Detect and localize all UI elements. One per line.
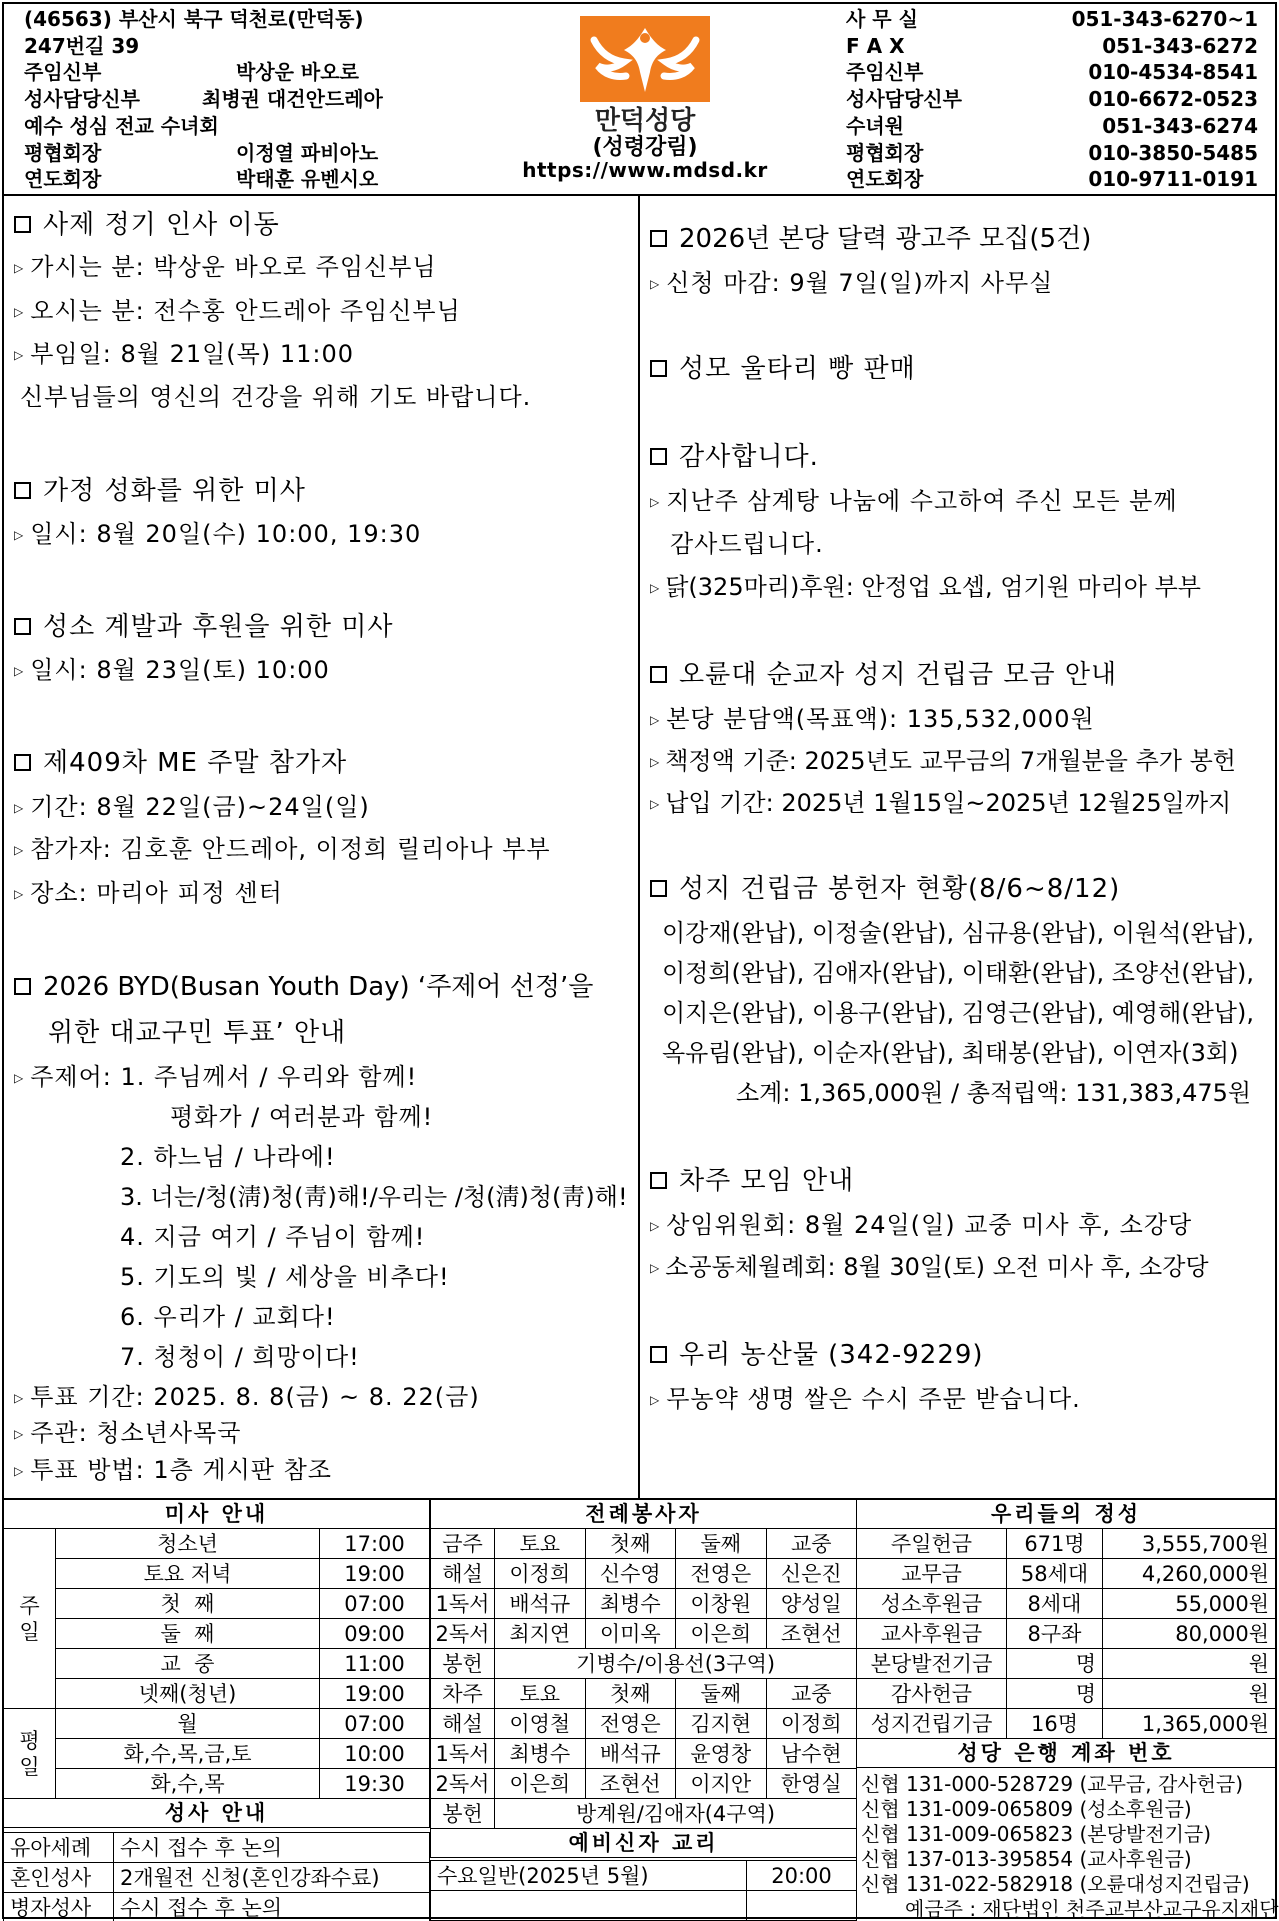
mass-name: 월 [56,1709,320,1739]
bulletin-page [2,2,1277,1919]
address-line-2: 247번길 39 [24,33,140,58]
offering-amount: 원 [1103,1679,1276,1709]
notice-line: ▷ 닭(325마리)후원: 안정업 요셉, 엄기원 마리아 부부 [650,573,1201,601]
bottom-info-tables [4,1498,1279,1921]
notice-line: ▷ 본당 분담액(목표액): 135,532,000원 [650,705,1095,733]
offering-count: 58세대 [1007,1559,1103,1589]
server-name: 신은진 [766,1559,857,1589]
sacrament-desc: 2개월전 신청(혼인강좌수료) [114,1863,430,1893]
server-name: 최병수 [585,1589,676,1619]
notice-line: ▷ 소공동체월례회: 8월 30일(토) 오전 미사 후, 소강당 [650,1253,1209,1281]
section-heading: 차주 모임 안내 [650,1166,854,1196]
servers-head: 토요 [495,1679,586,1709]
mass-name: 첫 째 [56,1589,320,1619]
servers-head: 첫째 [585,1679,676,1709]
prayer-president-line: 연도회장 박태훈 유벤시오 [24,167,379,192]
mass-time: 11:00 [320,1649,430,1679]
sisters-line: 예수 성심 전교 수녀회 [24,113,219,138]
offering-name: 교사후원금 [857,1619,1007,1649]
catechumen-table [430,1860,857,1921]
mass-time: 07:00 [320,1589,430,1619]
church-website-link[interactable]: https://www.mdsd.kr [522,158,768,182]
servers-head: 첫째 [585,1529,676,1559]
server-name: 이미옥 [585,1619,676,1649]
server-name: 조현선 [766,1619,857,1649]
section-heading: 사제 정기 인사 이동 [14,210,280,240]
notice-line: ▷ 일시: 8월 23일(토) 10:00 [14,656,330,684]
offertory-names: 기병수/이용선(3구역) [495,1649,857,1679]
mass-time: 17:00 [320,1529,430,1559]
bank-accounts [856,1768,1279,1921]
section-heading: 오륜대 순교자 성지 건립금 모금 안내 [650,660,1117,690]
server-name: 이은희 [495,1769,586,1799]
server-name: 이창원 [676,1589,767,1619]
notice-line: ▷ 신청 마감: 9월 7일(일)까지 사무실 [650,269,1054,297]
notice-line: ▷ 오시는 분: 전수홍 안드레아 주임신부님 [14,297,461,325]
mass-time: 19:00 [320,1559,430,1589]
section-heading-cont: 위한 대교구민 투표’ 안내 [48,1018,347,1048]
offering-count: 8세대 [1007,1589,1103,1619]
notice-line: ▷ 납입 기간: 2025년 1월15일~2025년 12월25일까지 [650,789,1232,817]
server-name: 이영철 [495,1709,586,1739]
notice-line: 평화가 / 여러분과 함께! [170,1103,434,1131]
server-role: 해설 [431,1559,495,1589]
mass-title: 미사 안내 [4,1500,430,1529]
notice-line: 6. 우리가 / 교회다! [120,1303,336,1331]
server-name: 김지현 [676,1709,767,1739]
server-role: 봉헌 [431,1799,495,1829]
notice-line: ▷ 무농약 생명 쌀은 수시 주문 받습니다. [650,1385,1081,1413]
section-heading: 감사합니다. [650,442,819,472]
account-holder: 예금주 : 재단법인 천주교부산교구유지재단 [905,1897,1279,1921]
offering-name: 성소후원금 [857,1589,1007,1619]
donor-line: 이강재(완납), 이정술(완납), 심규용(완납), 이원석(완납), [662,919,1254,947]
offering-name: 감사헌금 [857,1679,1007,1709]
offertory-names: 방계원/김애자(4구역) [495,1799,857,1829]
section-heading: 성모 울타리 빵 판매 [650,354,916,384]
mass-time: 19:30 [320,1769,430,1799]
catechumen-title: 예비신자 교리 [431,1829,857,1858]
offering-amount: 4,260,000원 [1103,1559,1276,1589]
mass-name: 토요 저녁 [56,1559,320,1589]
notice-line: ▷ 지난주 삼계탕 나눔에 수고하여 주신 모든 분께 [650,487,1178,515]
sacrament-table [3,1832,430,1921]
section-heading: 제409차 ME 주말 참가자 [14,748,347,778]
council-president-line: 평협회장 이정열 파비아노 [24,140,379,165]
church-logo-icon [580,16,710,102]
servers-head: 토요 [495,1529,586,1559]
mass-schedule-table [3,1499,430,1828]
server-name: 전영은 [585,1709,676,1739]
right-notice-column [640,196,1275,1498]
notice-line: 5. 기도의 빛 / 세상을 비추다! [120,1263,450,1291]
servers-head: 둘째 [676,1679,767,1709]
catechumen-class: 수요일반(2025년 5월) [431,1861,747,1891]
section-heading: 성지 건립금 봉헌자 현황(8/6~8/12) [650,874,1120,904]
sacrament-name: 혼인성사 [4,1863,114,1893]
church-name: 만덕성당 [594,106,696,136]
server-name: 윤영창 [676,1739,767,1769]
notice-line: ▷ 일시: 8월 20일(수) 10:00, 19:30 [14,520,422,548]
confessor-line: 성사담당신부 최병권 대건안드레아 [24,87,383,112]
mass-name: 교 중 [56,1649,320,1679]
bank-account-line: 신협 131-009-065809 (성소후원금) [861,1797,1192,1821]
server-name: 이정희 [495,1559,586,1589]
donor-line: 이지은(완납), 이용구(완납), 김영근(완납), 예영해(완납), [662,999,1254,1027]
section-heading: 우리 농산물 (342-9229) [650,1340,984,1370]
notice-line: 신부님들의 영신의 건강을 위해 기도 바랍니다. [20,383,532,411]
server-role: 2독서 [431,1769,495,1799]
bank-account-line: 신협 131-000-528729 (교무금, 감사헌금) [861,1772,1244,1796]
notice-line: 7. 청청이 / 희망이다! [120,1343,360,1371]
notice-line: ▷ 책정액 기준: 2025년도 교무금의 7개월분을 추가 봉헌 [650,747,1236,775]
liturgical-servers-table [430,1499,857,1858]
server-name: 전영은 [676,1559,767,1589]
offering-amount: 80,000원 [1103,1619,1276,1649]
server-name: 남수현 [766,1739,857,1769]
bank-account-line: 신협 131-022-582918 (오륜대성지건립금) [861,1872,1250,1896]
mass-name: 넷째(청년) [56,1679,320,1709]
church-subtitle: (성령강림) [592,135,698,160]
server-role: 2독서 [431,1619,495,1649]
servers-head: 차주 [431,1679,495,1709]
server-name: 양성일 [766,1589,857,1619]
servers-head: 둘째 [676,1529,767,1559]
notice-line: 2. 하느님 / 나라에! [120,1143,336,1171]
offering-count: 671명 [1007,1529,1103,1559]
sacrament-title: 성사 안내 [4,1799,430,1828]
offering-amount: 원 [1103,1649,1276,1679]
notice-line: ▷ 투표 방법: 1층 게시판 참조 [14,1456,332,1484]
mass-time: 10:00 [320,1739,430,1769]
offering-count: 명 [1007,1679,1103,1709]
server-name: 조현선 [585,1769,676,1799]
servers-head: 금주 [431,1529,495,1559]
offerings-table [856,1499,1276,1768]
sacrament-desc: 수시 접수 후 논의 [114,1833,430,1863]
servers-head: 교중 [766,1529,857,1559]
mass-name: 둘 째 [56,1619,320,1649]
mass-time: 07:00 [320,1709,430,1739]
section-heading: 2026년 본당 달력 광고주 모집(5건) [650,224,1091,254]
offering-amount: 55,000원 [1103,1589,1276,1619]
bank-account-line: 신협 137-013-395854 (교사후원금) [861,1847,1192,1871]
offering-amount: 1,365,000원 [1103,1709,1276,1739]
server-name: 이은희 [676,1619,767,1649]
notice-line: ▷ 장소: 마리아 피정 센터 [14,879,283,907]
section-heading: 2026 BYD(Busan Youth Day) ‘주제어 선정’을 [14,972,593,1002]
server-role: 해설 [431,1709,495,1739]
server-role: 1독서 [431,1739,495,1769]
offering-name: 교무금 [857,1559,1007,1589]
server-name: 최지연 [495,1619,586,1649]
server-role: 봉헌 [431,1649,495,1679]
notice-line: ▷ 상임위원회: 8월 24일(일) 교중 미사 후, 소강당 [650,1211,1193,1239]
donor-total: 소계: 1,365,000원 / 총적립액: 131,383,475원 [736,1079,1252,1107]
mass-name: 화,수,목,금,토 [56,1739,320,1769]
offering-name: 주일헌금 [857,1529,1007,1559]
offering-count: 8구좌 [1007,1619,1103,1649]
left-notice-column [4,196,640,1498]
notice-line: ▷ 주관: 청소년사목국 [14,1419,242,1447]
donor-line: 이정희(완납), 김애자(완납), 이태환(완납), 조양선(완납), [662,959,1254,987]
mass-name: 화,수,목 [56,1769,320,1799]
sunday-label: 주일 [4,1529,56,1709]
server-name: 이정희 [766,1709,857,1739]
mass-time: 19:00 [320,1679,430,1709]
server-role: 1독서 [431,1589,495,1619]
notice-line: ▷ 투표 기간: 2025. 8. 8(금) ~ 8. 22(금) [14,1383,480,1411]
sacrament-desc: 수시 접수 후 논의 [114,1893,430,1921]
offering-count: 명 [1007,1649,1103,1679]
offering-name: 본당발전기금 [857,1649,1007,1679]
bank-account-line: 신협 131-009-065823 (본당발전기금) [861,1822,1212,1846]
section-heading: 성소 계발과 후원을 위한 미사 [14,612,393,642]
bank-title: 성당 은행 계좌 번호 [857,1739,1276,1768]
offering-count: 16명 [1007,1709,1103,1739]
notice-line: ▷ 기간: 8월 22일(금)~24일(일) [14,793,370,821]
notice-line: ▷ 주제어: 1. 주님께서 / 우리와 함께! [14,1063,418,1091]
server-name: 신수영 [585,1559,676,1589]
offerings-title: 우리들의 정성 [857,1500,1276,1529]
server-name: 이지안 [676,1769,767,1799]
pastor-line: 주임신부 박상운 바오로 [24,60,359,85]
donor-line: 옥유림(완납), 이순자(완납), 최태봉(완납), 이연자(3회) [662,1039,1239,1067]
offering-amount: 3,555,700원 [1103,1529,1276,1559]
server-name: 최병수 [495,1739,586,1769]
server-name: 배석규 [495,1589,586,1619]
catechumen-time: 20:00 [747,1861,857,1891]
sacrament-name: 병자성사 [4,1893,114,1921]
bulletin-header: (46563) 부산시 북구 덕천로(만덕동) 247번길 39 주임신부 박상운 바오로 성사담당신부 최병권 대건안드레아 예수 성심 전교 수녀회 평협회장 이정열 파비아노 연도회장 박태훈 유벤시오 만덕성당 (성령강림) https://www.mdsd.kr 사 무 실 051-343-6270~1 F A X 051-343-6272 주임신부 010-4534-8541 성사담당신부 010-6672-0523 수녀원 051-343-6274 평협회장 010-3850-5485 연도회장 010-9711-0191 [4,4,1275,196]
sacrament-name: 유아세례 [4,1833,114,1863]
server-name: 배석규 [585,1739,676,1769]
server-name: 한영실 [766,1769,857,1799]
notice-line: ▷ 참가자: 김호훈 안드레아, 이정희 릴리아나 부부 [14,835,551,863]
mass-name: 청소년 [56,1529,320,1559]
mass-time: 09:00 [320,1619,430,1649]
servers-head: 교중 [766,1679,857,1709]
notice-line: ▷ 가시는 분: 박상운 바오로 주임신부님 [14,253,437,281]
notice-line: 4. 지금 여기 / 주님이 함께! [120,1223,426,1251]
servers-title: 전례봉사자 [431,1500,857,1529]
weekday-label: 평일 [4,1709,56,1799]
offering-name: 성지건립기금 [857,1709,1007,1739]
section-heading: 가정 성화를 위한 미사 [14,476,306,506]
notice-line: ▷ 부임일: 8월 21일(목) 11:00 [14,340,355,368]
notice-line: 감사드립니다. [670,530,824,558]
notice-line: 3. 너는/청(淸)청(靑)해!/우리는 /청(淸)청(靑)해! [120,1183,628,1211]
address-line-1: (46563) 부산시 북구 덕천로(만덕동) [24,7,364,31]
